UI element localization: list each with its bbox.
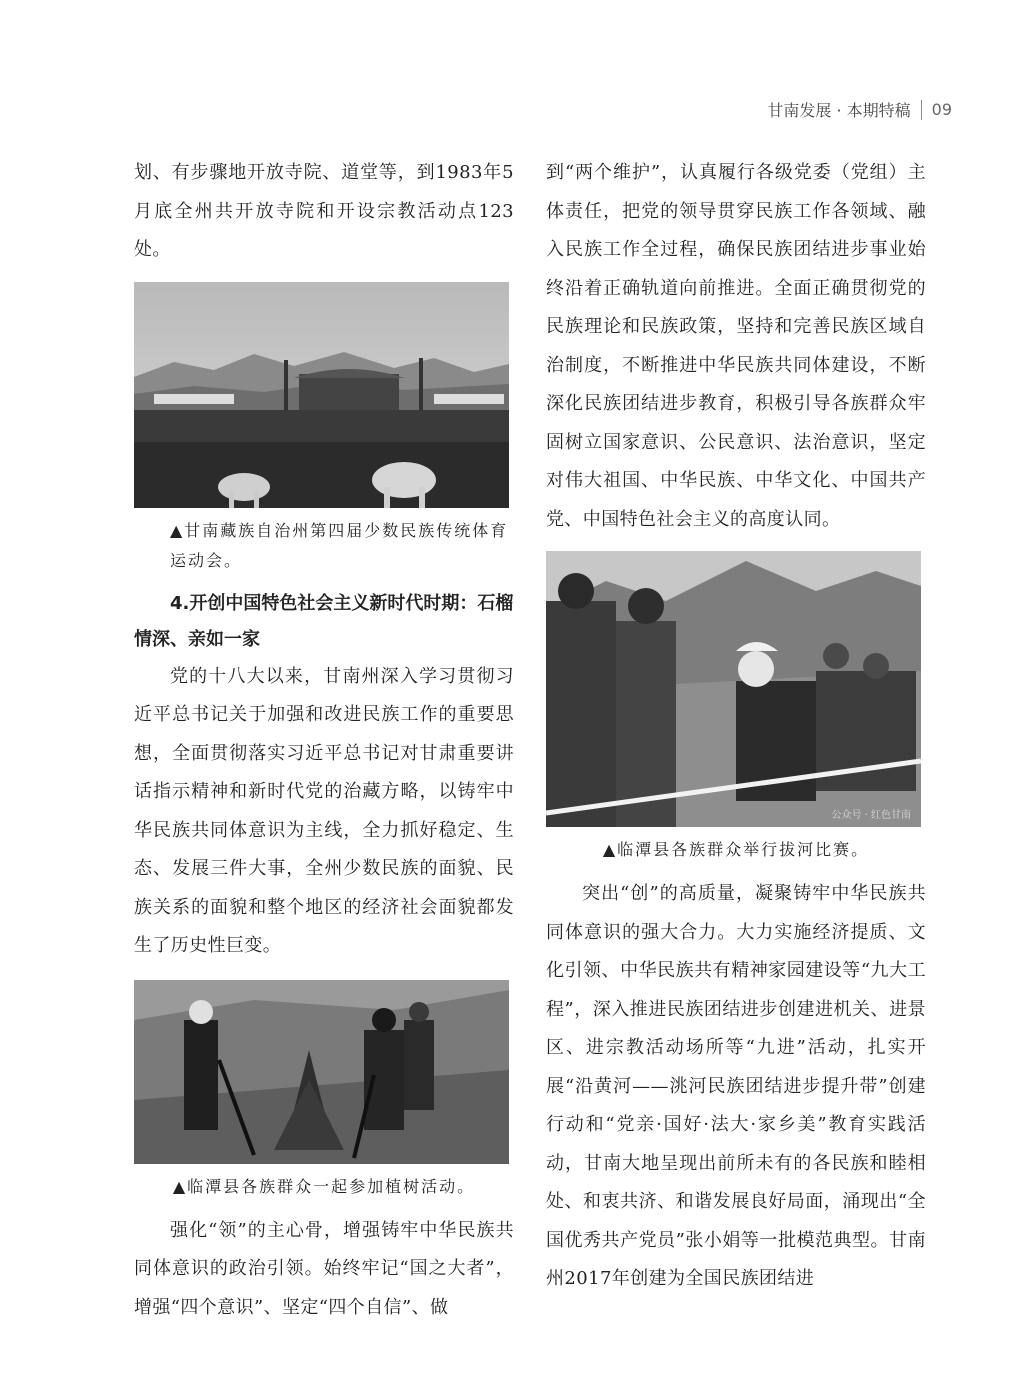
paragraph: 突出“创”的高质量，凝聚铸牢中华民族共同体意识的强大合力。大力实施经济提质、文化引领、中华民族共有精神家园建设等“九大工程”，深入推进民族团结进步创建进机关、进景区、进宗教活动场所等“九进”活动，扎实开展“沿黄河——洮河民族团结进步提升带”创建行动和“党亲·国好·法大·家乡美”教育实践活动，甘南大地呈现出前所未有的各民族和睦相处、和衷共济、和谐发展良好局面，涌现出“全国优秀共产党员”张小娟等一批模范典型。甘南州2017年创建为全国民族团结进	[546, 883, 926, 1289]
paragraph: 划、有步骤地开放寺院、道堂等，到1983年5月底全州共开放寺院和开设宗教活动点123处。	[134, 162, 514, 260]
watermark: 公众号 · 红色甘南	[831, 810, 911, 821]
photo-caption: ▲甘南藏族自治州第四届少数民族传统体育运动会。	[170, 520, 509, 570]
photo-caption: ▲临潭县各族群众一起参加植树活动。	[172, 1176, 476, 1196]
photo-caption: ▲临潭县各族群众举行拔河比赛。	[602, 840, 870, 859]
paragraph: 强化“领”的主心骨，增强铸牢中华民族共同体意识的政治引领。始终牢记“国之大者”，增强“四个意识”、坚定“四个自信”、做	[134, 1219, 514, 1318]
left-column	[134, 154, 514, 1327]
photo-tree-planting	[134, 980, 509, 1164]
photo-sports-games	[134, 282, 509, 508]
paragraph: 党的十八大以来，甘南州深入学习贯彻习近平总书记关于加强和改进民族工作的重要思想，全面贯彻落实习近平总书记对甘肃重要讲话指示精神和新时代党的治藏方略，以铸牢中华民族共同体意识为主线，全力抓好稳定、生态、发展三件大事，全州少数民族的面貌、民族关系的面貌和整个地区的经济社会面貌都发生了历史性巨变。	[134, 665, 514, 956]
sports-games-image	[134, 282, 509, 508]
paragraph: 到“两个维护”，认真履行各级党委（党组）主体责任，把党的领导贯穿民族工作各领域、融入民族工作全过程，确保民族团结进步事业始终沿着正确轨道向前推进。全面正确贯彻党的民族理论和民族政策，坚持和完善民族区域自治制度，不断推进中华民族共同体建设，不断深化民族团结进步教育，积极引导各族群众牢固树立国家意识、公民意识、法治意识，坚定对伟大祖国、中华民族、中华文化、中国共产党、中国特色社会主义的高度认同。	[546, 162, 926, 530]
photo-tug-of-war	[546, 551, 921, 827]
page-header	[767, 98, 952, 121]
tug-of-war-image	[546, 551, 921, 827]
tree-planting-image	[134, 980, 509, 1164]
section-heading: 4.开创中国特色社会主义新时代时期：石榴情深、亲如一家	[134, 592, 514, 650]
page-number: 09	[931, 100, 952, 119]
header-divider	[921, 100, 922, 120]
right-column	[546, 154, 926, 1299]
section-title: 甘南发展 · 本期特稿	[767, 101, 911, 120]
